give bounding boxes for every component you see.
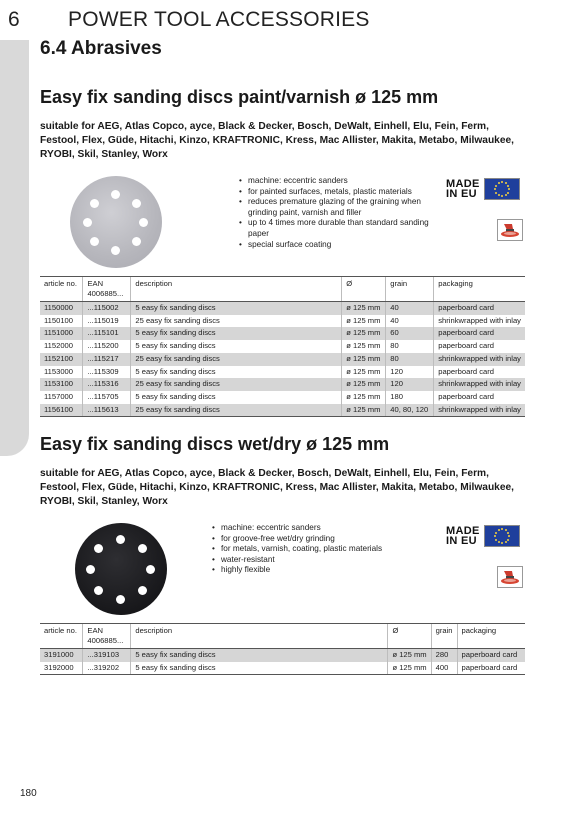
table-cell: 3191000 [40,649,83,662]
table-cell: paperboard card [434,327,525,340]
table-cell: ø 125 mm [342,353,386,366]
eu-star-icon [498,541,500,543]
eu-flag-icon [484,178,520,200]
column-header: Ø [342,277,386,302]
table-cell: shrinkwrapped with inlay [434,404,525,417]
feature-item: • reduces premature glazing of the graining when grinding paint, varnish and filler [239,197,439,218]
feature-list [239,176,439,250]
table-cell: 25 easy fix sanding discs [131,353,342,366]
table-cell: ...115002 [83,302,131,315]
disc-hole [138,586,147,595]
table-header-row [40,624,525,649]
feature-item: • machine: eccentric sanders [239,176,439,187]
disc-hole [94,586,103,595]
table-cell: 400 [431,662,457,675]
table-cell: 5 easy fix sanding discs [131,649,388,662]
table-cell: ø 125 mm [388,662,431,675]
table-cell: 280 [431,649,457,662]
badge-line: IN EU [446,535,477,547]
table-cell: ...115613 [83,404,131,417]
feature-item: • for painted surfaces, metals, plastic materials [239,187,439,198]
table-cell: 180 [386,391,434,404]
table-cell: paperboard card [434,391,525,404]
disc-hole [90,237,99,246]
eu-flag-icon [484,525,520,547]
table-cell: ...115200 [83,340,131,353]
table-cell: 40 [386,315,434,328]
spec-table [40,623,525,675]
table-row [40,404,525,417]
column-header: article no. [40,277,83,302]
table-row [40,315,525,328]
disc-hole [111,246,120,255]
sanding-disc-image [75,523,167,615]
eu-star-icon [495,192,497,194]
disc-hole [132,199,141,208]
table-row [40,366,525,379]
table-cell: ø 125 mm [342,340,386,353]
table-row [40,302,525,315]
table-cell: 25 easy fix sanding discs [131,404,342,417]
table-cell: 1150000 [40,302,83,315]
table-cell: ...115217 [83,353,131,366]
table-cell: ø 125 mm [388,649,431,662]
table-cell: 1157000 [40,391,83,404]
eu-star-icon [507,185,509,187]
table-cell: paperboard card [457,662,525,675]
disc-hole [94,544,103,553]
badge-line: MADE [446,177,480,190]
disc-hole [83,218,92,227]
table-cell: ...319103 [83,649,131,662]
eu-star-icon [507,539,509,541]
product-paint-varnish [40,86,525,417]
table-cell: shrinkwrapped with inlay [434,315,525,328]
table-cell: 60 [386,327,434,340]
page-number: 180 [20,788,37,799]
table-row [40,649,525,662]
eccentric-sander-icon [497,219,523,241]
table-cell: 5 easy fix sanding discs [131,340,342,353]
table-cell: 40, 80, 120 [386,404,434,417]
disc-hole [132,237,141,246]
made-in-eu-text [446,179,484,200]
column-header: packaging [457,624,525,649]
table-cell: ...319202 [83,662,131,675]
eu-star-icon [501,542,503,544]
table-cell: 120 [386,366,434,379]
eccentric-sander-icon [497,566,523,588]
compatibility-text: suitable for AEG, Atlas Copco, ayce, Black & Decker, Bosch, DeWalt, Einhell, Elu, Fein, Ferm, Festool, Flex, Güde, Hitachi, Kinzo, KRAFTRONIC, Kress, Mac Allister, Makita, Metabo, Milwaukee, RYOBI, Skil, Stanley, Worx [40,121,515,160]
table-cell: 120 [386,378,434,391]
disc-hole [86,565,95,574]
table-cell: 5 easy fix sanding discs [131,327,342,340]
table-body [40,649,525,675]
table-cell: ...115705 [83,391,131,404]
table-cell: ...115309 [83,366,131,379]
eu-star-icon [505,529,507,531]
table-cell: 1156100 [40,404,83,417]
feature-list [212,523,412,576]
table-row [40,391,525,404]
table-cell: ø 125 mm [342,378,386,391]
made-in-eu-badge [446,176,523,202]
chapter-side-tab [0,40,29,456]
table-cell: 1153100 [40,378,83,391]
table-cell: ø 125 mm [342,302,386,315]
eu-star-icon [494,535,496,537]
table-cell: ø 125 mm [342,315,386,328]
product-title: Easy fix sanding discs wet/dry ø 125 mm [40,434,390,454]
table-cell: paperboard card [434,366,525,379]
section-title: 6.4 Abrasives [40,38,162,59]
table-cell: ...115101 [83,327,131,340]
column-header: article no. [40,624,83,649]
feature-item: • up to 4 times more durable than standard sanding paper [239,218,439,239]
table-cell: paperboard card [457,649,525,662]
table-cell: 1152000 [40,340,83,353]
eu-star-icon [508,535,510,537]
table-cell: shrinkwrapped with inlay [434,378,525,391]
eu-star-icon [505,182,507,184]
eu-star-icon [505,541,507,543]
chapter-number: 6 [8,8,20,31]
table-cell: 1153000 [40,366,83,379]
table-cell: 5 easy fix sanding discs [131,302,342,315]
table-body [40,302,525,417]
feature-item: • for groove-free wet/dry grinding [212,534,412,545]
disc-hole [111,190,120,199]
table-cell: shrinkwrapped with inlay [434,353,525,366]
table-row [40,378,525,391]
sanding-disc-image [70,176,162,268]
compatibility-text: suitable for AEG, Atlas Copco, ayce, Black & Decker, Bosch, DeWalt, Einhell, Elu, Fein, Ferm, Festool, Flex, Güde, Hitachi, Kinzo, KRAFTRONIC, Kress, Mac Allister, Makita, Metabo, Milwaukee, RYOBI, Skil, Stanley, Worx [40,468,515,507]
product-title: Easy fix sanding discs paint/varnish ø 125 mm [40,87,439,107]
column-header: EAN 4006885... [83,277,131,302]
table-cell: ...115316 [83,378,131,391]
eu-star-icon [494,188,496,190]
column-header: grain [431,624,457,649]
feature-item: • for metals, varnish, coating, plastic materials [212,544,412,555]
feature-item: • highly flexible [212,565,412,576]
feature-row [40,523,525,623]
table-cell: 80 [386,353,434,366]
table-cell: ø 125 mm [342,391,386,404]
table-cell: ...115019 [83,315,131,328]
chapter-heading [8,8,370,32]
disc-hole [139,218,148,227]
table-cell: 1152100 [40,353,83,366]
badge-line: IN EU [446,188,477,200]
column-header: description [131,277,342,302]
made-in-eu-text [446,526,484,547]
eu-star-icon [507,532,509,534]
chapter-title: POWER TOOL ACCESSORIES [68,8,370,31]
spec-table [40,276,525,417]
table-cell: paperboard card [434,302,525,315]
table-cell: 3192000 [40,662,83,675]
table-cell: 25 easy fix sanding discs [131,315,342,328]
table-cell: 40 [386,302,434,315]
feature-item: • special surface coating [239,240,439,251]
disc-hole [138,544,147,553]
table-row [40,340,525,353]
column-header: packaging [434,277,525,302]
table-cell: paperboard card [434,340,525,353]
eu-star-icon [501,528,503,530]
eu-star-icon [495,185,497,187]
eu-star-icon [508,188,510,190]
table-cell: 5 easy fix sanding discs [131,391,342,404]
eu-star-icon [507,192,509,194]
eu-star-icon [498,529,500,531]
eu-star-icon [495,539,497,541]
product-wet-dry [40,433,525,675]
made-in-eu-badge [446,523,523,549]
disc-hole [90,199,99,208]
column-header: EAN 4006885... [83,624,131,649]
eu-star-icon [501,195,503,197]
column-header: description [131,624,388,649]
eu-star-icon [501,181,503,183]
table-cell: 5 easy fix sanding discs [131,662,388,675]
table-cell: 5 easy fix sanding discs [131,366,342,379]
table-header-row [40,277,525,302]
table-row [40,662,525,675]
table-row [40,327,525,340]
table-cell: ø 125 mm [342,366,386,379]
table-cell: 80 [386,340,434,353]
eu-star-icon [505,194,507,196]
feature-item: • water-resistant [212,555,412,566]
table-cell: ø 125 mm [342,404,386,417]
table-cell: ø 125 mm [342,327,386,340]
table-cell: 1151000 [40,327,83,340]
disc-hole [116,535,125,544]
column-header: grain [386,277,434,302]
feature-item: • machine: eccentric sanders [212,523,412,534]
feature-row [40,176,525,276]
eu-star-icon [495,532,497,534]
eu-star-icon [498,182,500,184]
column-header: Ø [388,624,431,649]
table-row [40,353,525,366]
badge-line: MADE [446,524,480,537]
table-cell: 1150100 [40,315,83,328]
disc-hole [116,595,125,604]
table-cell: 25 easy fix sanding discs [131,378,342,391]
disc-hole [146,565,155,574]
eu-star-icon [498,194,500,196]
